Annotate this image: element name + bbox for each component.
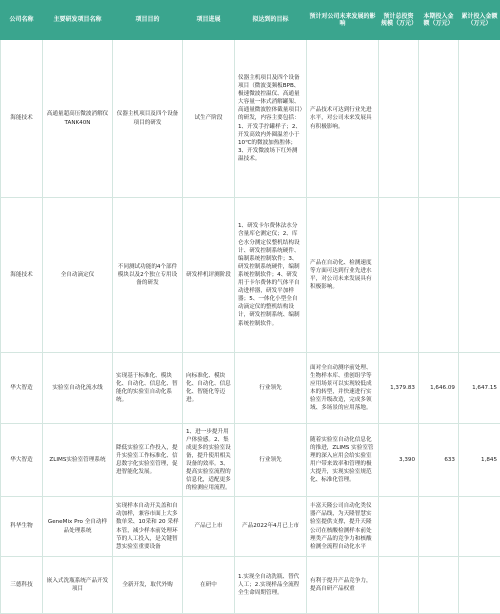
cell-project-name: 高通量超高压微波消解仪 TANK40N (43, 40, 113, 198)
header-impact: 预计对公司未来发展的影响 (307, 1, 379, 40)
cell-company: 科华生物 (1, 497, 43, 557)
cell-target: 1.实现全自动洗瓶、替代人工；2.实现样品全流程全生命周期管理。 (235, 557, 307, 614)
cell-target: 1、研发卡尔费休法水分含量库仑测定仪；2、库仑水分测定仪整机结构设计、研发控制系统硬件、编制系统控制软件；3、研发控制系统硬件，编制系统控制软件；4、研发用于卡尔费休的气体平自动进样器，研发平加样器；5、一体化小型全自动滴定仪的整机结构设计，研发控制系统、编制系统控制软件。 (235, 198, 307, 353)
table-row (1, 424, 500, 497)
cell-project-progress: 产品已上市 (183, 497, 235, 557)
cell-total-investment (379, 497, 419, 557)
table-row (1, 557, 500, 614)
cell-project-purpose: 实现样本自动开关盖和自动加样，兼容市面上大多数单采、10采和 20 采样本管，减少样本前处理环节的人工投入，是关键智慧实验室重要设备 (113, 497, 183, 557)
cell-current-investment: 1,646.09 (419, 353, 459, 424)
cell-target: 仪器主机项目及四个设备项目（微波变频板BPB、极速微波控温仪、高通量大容量一体式消解罐架、高通量微波腔体截量项目）的研发，内容主要包括：1、开发手拧罐样子；2、开发高效内外圈温差小于 10℃的微波加热腔体；3、开发微波场下红外测温技术。 (235, 40, 307, 198)
cell-cumulative-investment (459, 40, 500, 198)
cell-cumulative-investment: 1,647.15 (459, 353, 500, 424)
cell-project-progress: 在研中 (183, 557, 235, 614)
cell-project-name: 嵌入式洗瓶系统产品开发项目 (43, 557, 113, 614)
table-row (1, 497, 500, 557)
cell-current-investment: 633 (419, 424, 459, 497)
header-current-investment: 本期投入金额（万元） (419, 1, 459, 40)
cell-project-name: 实验室自动化流水线 (43, 353, 113, 424)
cell-company: 华大智造 (1, 353, 43, 424)
cell-target: 行业领先 (235, 353, 307, 424)
header-target: 拟达到的目标 (235, 1, 307, 40)
header-project-progress: 项目进展 (183, 1, 235, 40)
header-total-investment: 预计总投资规模（万元） (379, 1, 419, 40)
cell-impact: 面对全自动测序前处理、生物样本库、重创组学等应用场景可以实现较低成本的转型，并快速进行实验室升级改造，完成多领域、多场景的应用落地。 (307, 353, 379, 424)
table-header-row (1, 1, 500, 40)
cell-project-purpose: 降低实验室工作投入，提升实验室工作标准化、信息数字化实验室管理，促进智能化发展。 (113, 424, 183, 497)
cell-company: 华大智造 (1, 424, 43, 497)
header-company: 公司名称 (1, 1, 43, 40)
cell-total-investment (379, 557, 419, 614)
cell-project-purpose: 仪器主机项目及四个设备项目的研发 (113, 40, 183, 198)
cell-company: 海能技术 (1, 40, 43, 198)
table-row (1, 198, 500, 353)
cell-total-investment: 1,379.83 (379, 353, 419, 424)
cell-project-purpose: 全新开发，取代外购 (113, 557, 183, 614)
cell-total-investment: 3,390 (379, 424, 419, 497)
cell-cumulative-investment: 1,845 (459, 424, 500, 497)
cell-current-investment (419, 198, 459, 353)
table-row (1, 353, 500, 424)
cell-project-progress: 试生产阶段 (183, 40, 235, 198)
cell-impact: 随着实验室自动化信息化的推进，ZLIMS 实验室管理的深入应用会给实验室用户带来效率和管理的极大提升，实现实验室规范化、标准化管理。 (307, 424, 379, 497)
cell-company: 三德科技 (1, 557, 43, 614)
cell-project-progress: 向标准化、模块化、自动化、信息化、智能化等迈进。 (183, 353, 235, 424)
cell-project-progress: 1、进一步提升用户体验感。2、集成更多的实验室设备，提升使用相关设备的效率。3、提高实验室流程的信息化，适配更多的检测应用流程。 (183, 424, 235, 497)
cell-project-name: 全自动滴定仪 (43, 198, 113, 353)
cell-impact: 有利于提升产品竞争力，提高自研产品权重 (307, 557, 379, 614)
cell-impact: 丰富天隆公司自动化类仪器产品线，为天隆智慧实验室提供支撑，提升天隆公司在核酸检测样本前处理类产品的竞争力和核酸检测全流程自动化水平 (307, 497, 379, 557)
cell-current-investment (419, 557, 459, 614)
header-project-purpose: 项目目的 (113, 1, 183, 40)
table-row (1, 40, 500, 198)
cell-impact: 产品在自动化、检测速度等方面可达到行业先进水平，对公司未来发展具有积极影响。 (307, 198, 379, 353)
cell-company: 海能技术 (1, 198, 43, 353)
cell-project-progress: 研发样机评测阶段 (183, 198, 235, 353)
cell-total-investment (379, 40, 419, 198)
cell-cumulative-investment (459, 497, 500, 557)
cell-project-purpose: 不同测试功能的4个部件模块以及2个独立专用设备的研发 (113, 198, 183, 353)
cell-current-investment (419, 40, 459, 198)
cell-project-name: ZLIMS实验室管理系统 (43, 424, 113, 497)
header-cumulative-investment: 累计投入金额（万元） (459, 1, 500, 40)
cell-impact: 产品技术可达到行业先进水平，对公司未来发展具有积极影响。 (307, 40, 379, 198)
cell-current-investment (419, 497, 459, 557)
cell-target: 行业领先 (235, 424, 307, 497)
cell-target: 产品2022年4月已上市 (235, 497, 307, 557)
cell-cumulative-investment (459, 557, 500, 614)
cell-project-purpose: 实现基于标准化、模块化、自动化、信息化、智能化的实验室自动化系统。 (113, 353, 183, 424)
header-project-name: 主要研发项目名称 (43, 1, 113, 40)
cell-total-investment (379, 198, 419, 353)
cell-cumulative-investment (459, 198, 500, 353)
cell-project-name: GeneMix Pro 全自动样品处理系统 (43, 497, 113, 557)
